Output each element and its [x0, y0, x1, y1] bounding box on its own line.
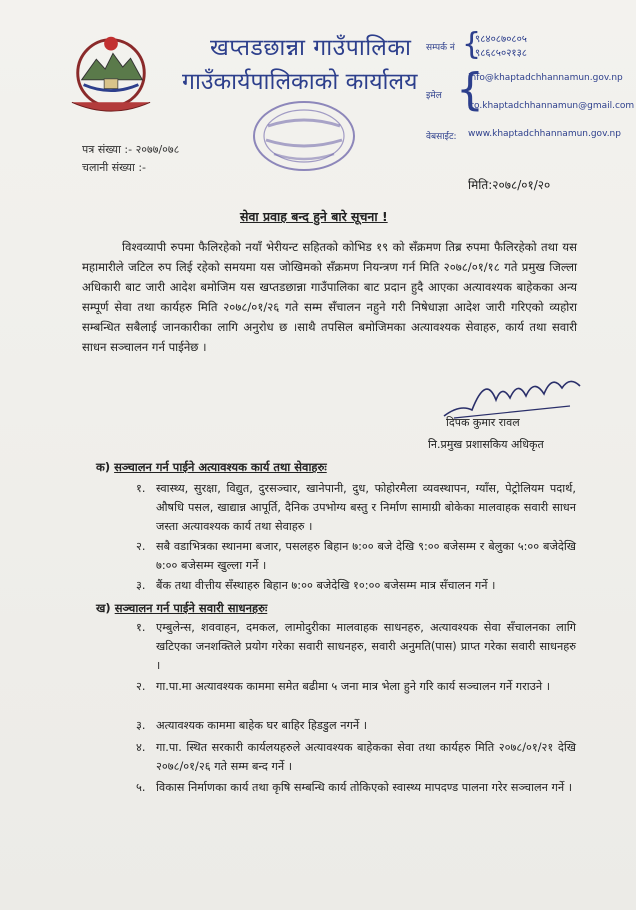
list-item-number: ५.: [136, 781, 146, 794]
list-item: [136, 576, 586, 596]
email-label: इमेल: [426, 91, 442, 101]
list-item-text: सबै वडाभित्रका स्थानमा बजार, पसलहरु बिहान ७:०० बजे देखि ९:०० बजेसम्म र बेलुका ५:०० बजेदेखि ७:०० बजेसम्म खुल्ला गर्ने ।: [156, 540, 576, 572]
office-title-line1: खप्तडछान्ना गाउँपालिका: [210, 35, 412, 61]
nepal-government-emblem-icon: [62, 26, 160, 116]
email-2: ito.khaptadchhannamun@gmail.com: [468, 101, 635, 111]
list-item-text: अत्यावश्यक काममा बाहेक घर बाहिर हिडडुल नगर्ने ।: [156, 719, 367, 732]
section-a-marker: क): [96, 460, 111, 474]
phone-brace-icon: {: [462, 27, 482, 62]
list-item: [136, 716, 576, 736]
list-item-number: १.: [136, 621, 146, 634]
section-b-title: सञ्चालन गर्न पाईने सवारी साधनहरुः: [114, 601, 268, 615]
phone-label: सम्पर्क नं: [426, 43, 455, 53]
list-item-number: ४.: [136, 741, 146, 754]
website-label: वेबसाईट:: [426, 132, 457, 142]
list-item-number: ३.: [136, 579, 146, 592]
phone-number-1: ९८४०८७०८०५: [475, 34, 527, 45]
list-item-number: २.: [136, 540, 146, 553]
list-item-text: बैंक तथा वीत्तीय सँस्थाहरु बिहान ७:०० बजेदेखि १०:०० बजेसम्म मात्र सँचालन गर्ने ।: [156, 579, 496, 592]
list-item: [136, 677, 576, 717]
section-a-title: सञ्चालन गर्न पाईने अत्यावश्यक कार्य तथा सेवाहरुः: [114, 460, 327, 474]
office-seal-stamp-icon: [248, 96, 360, 176]
letter-number: पत्र संख्या :- २०७७/०७८: [82, 143, 180, 156]
section-b-marker: ख): [96, 601, 111, 615]
list-item-text: विकास निर्माणका कार्य तथा कृषि सम्बन्धि कार्य तोकिएको स्वास्थ्य मापदण्ड पालना गरेर सञ्चालन गर्ने ।: [156, 781, 573, 794]
signatory-designation: नि.प्रमुख प्रशासकिय अधिकृत: [428, 438, 544, 451]
list-item: [136, 537, 576, 577]
email-1: info@khaptadchhannamun.gov.np: [468, 73, 623, 83]
phone-number-2: ९८६८५०२१३८: [475, 48, 527, 59]
list-item-text: गा.पा.मा अत्यावश्यक काममा समेत बढीमा ५ जना मात्र भेला हुने गरि कार्य सञ्चालन गर्ने गराउने ।: [156, 680, 551, 693]
list-item-text: स्वास्थ्य, सुरक्षा, विद्युत, दुरसञ्चार, खानेपानी, दुध, फोहोरमैला व्यवस्थापन, ग्याँस, पेट्रोलियम पदार्थ, औषधि पसल, खाद्यान्न आपूर्ति, दैनिक उपभोग्य बस्तु र निर्माण सामाग्री बोकेका मालवाहक सवारी साधन जस्ता अत्यावश्यक कार्य तथा सेवाहरु ।: [156, 482, 576, 533]
list-item: [136, 738, 576, 778]
list-item-text: एम्बुलेन्स, शववाहन, दमकल, लामोदुरीका मालवाहक साधनहरु, अत्यावश्यक सेवा सँचालनका लागि खटिएका जनशक्तिले प्रयोग गरेका सवारी साधनहरु, सवारी अनुमति(पास) प्राप्त गरेका सवारी साधनहरु ।: [156, 621, 576, 672]
website-url: www.khaptadchhannamun.gov.np: [468, 129, 621, 139]
notice-paragraph-text: विश्वव्यापी रुपमा फैलिरहेको नयाँ भेरीयन्ट सहितको कोभिड १९ को सँक्रमण तिब्र रुपमा फैलिरहेको तथा यस महामारीले जटिल रुप लिई रहेको समयमा यस जोखिमको सँक्रमण नियन्त्रण गर्न मिति २०७८/०१/१८ गते प्रमुख जिल्ला अधिकारी बाट जारी आदेश बमोजिम यस खप्तडछान्ना गाउँपालिका बाट प्रदान हुदै आएका अत्यावश्यक बाहेकका अन्य सम्पूर्ण सेवा तथा कार्यहरु मिति २०७८/०१/२६ गते सम्म सँचालन नहुने गरी निषेधाज्ञा आदेश जारी गरिएको व्यहोरा सम्बन्धित सबैलाई जानकारीका लागि अनुरोध छ ।साथै तपसिल बमोजिमका अत्यावश्यक सेवाहरु, कार्य तथा सवारी साधन सञ्चालन गर्न पाईनेछ ।: [82, 240, 577, 354]
notice-heading: सेवा प्रवाह बन्द हुने बारे सूचना !: [240, 209, 388, 224]
list-item: [136, 618, 576, 676]
list-item-text: गा.पा. स्थित सरकारी कार्यलयहरुले अत्यावश्यक बाहेकका सेवा तथा कार्यहरु मिति २०७८/०१/२१ देखि २०७८/०१/२६ गते सम्म बन्द गर्ने ।: [156, 741, 576, 773]
list-item-number: ३.: [136, 719, 146, 732]
list-item: [136, 479, 576, 537]
list-item-number: १.: [136, 482, 146, 495]
list-item: [136, 778, 576, 818]
signatory-name: दिपक कुमार रावल: [446, 416, 520, 429]
office-title-line2: गाउँकार्यपालिकाको कार्यालय: [182, 69, 418, 95]
notice-paragraph: [82, 237, 577, 357]
dispatch-number: चलानी संख्या :-: [82, 161, 147, 174]
email-brace-icon: {: [456, 64, 484, 115]
list-item-number: २.: [136, 680, 146, 693]
section-b-heading: [96, 601, 267, 616]
letter-date: मिति:२०७८/०१/२०: [468, 178, 551, 192]
section-a-heading: [96, 460, 327, 475]
